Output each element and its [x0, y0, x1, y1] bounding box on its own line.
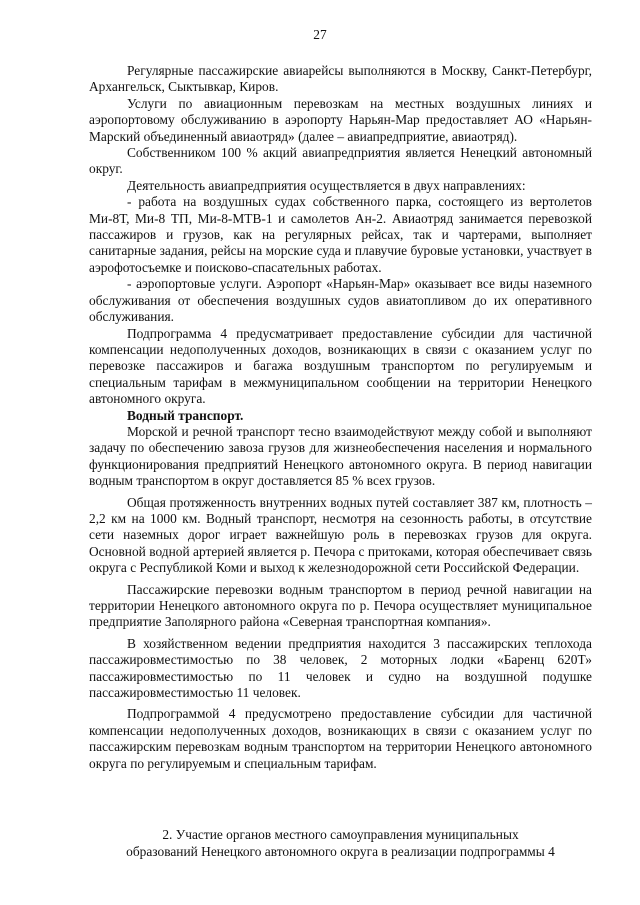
list-item: - работа на воздушных судах собственного парка, состоящего из вертолетов Ми-8Т, Ми-8 ТП, Ми-8-МТВ-1 и самолетов Ан-2. Авиаотряд занимается перевозкой пассажиров и грузов, как на регулярных рейсах, так и чартерами, выполняет санитарные задания, рейсы на морские суда и плавучие буровые установки, участвует в аэрофотосъемке и поисково-спасательных работах. — [89, 194, 592, 275]
page-number: 27 — [313, 27, 327, 42]
paragraph: Собственником 100 % акций авиапредприятия является Ненецкий автономный округ. — [89, 145, 592, 177]
paragraph: Морской и речной транспорт тесно взаимодействуют между собой и выполняют задачу по обеспечению завоза грузов для жизнеобеспечения населения и нормального функционирования предприятий Ненецкого автономного округа. В период навигации водным транспортом в округ доставляется 85 % всех грузов. — [89, 423, 592, 489]
paragraph: Подпрограмма 4 предусматривает предоставление субсидии для частичной компенсации недополученных доходов, возникающих в связи с оказанием услуг по перевозке пассажиров и багажа воздушным транспортом по регулируемым и специальным тарифам в межмуниципальном сообщении на территории Ненецкого автономного округа. — [89, 325, 592, 407]
document-body — [89, 63, 592, 772]
section-heading — [89, 826, 592, 860]
paragraph: Пассажирские перевозки водным транспортом в период речной навигации на территории Ненецкого автономного округа по р. Печора осуществляет муниципальное предприятие Заполярного района «Северная транспортная компания». — [89, 581, 592, 630]
list-item: - аэропортовые услуги. Аэропорт «Нарьян-Мар» оказывает все виды наземного обслуживания от обеспечения воздушных судов авиатопливом до их оперативного обслуживания. — [89, 276, 592, 325]
subsection-title: Водный транспорт. — [127, 407, 244, 423]
paragraph: Услуги по авиационным перевозкам на местных воздушных линиях и аэропортовому обслуживанию в аэропорту Нарьян-Мар предоставляет АО «Нарьян-Марский объединенный авиаотряд» (далее – авиапредприятие, авиаотряд). — [89, 95, 592, 144]
section-heading-line: 2. Участие органов местного самоуправления муниципальных — [162, 827, 519, 842]
paragraph: Общая протяженность внутренних водных путей составляет 387 км, плотность – 2,2 км на 1000 км. Водный транспорт, несмотря на сезонность работы, в отсутствие сети наземных дорог играет важнейшую роль в перевозках грузов для округа. Основной водной артерией является р. Печора с притоками, которая обеспечивает связь округа с Республикой Коми и выход к железнодорожной сети Российской Федерации. — [89, 494, 592, 576]
paragraph: Подпрограммой 4 предусмотрено предоставление субсидии для частичной компенсации недополученных доходов, возникающих в связи с оказанием услуг по пассажирским перевозкам водным транспортом на территории Ненецкого автономного округа по регулируемым и специальным тарифам. — [89, 706, 592, 771]
paragraph: Регулярные пассажирские авиарейсы выполняются в Москву, Санкт-Петербург, Архангельск, Сыктывкар, Киров. — [89, 63, 592, 95]
paragraph: Деятельность авиапредприятия осуществляется в двух направлениях: — [127, 177, 526, 193]
paragraph: В хозяйственном ведении предприятия находится 3 пассажирских теплохода пассажировместимостью по 38 человек, 2 моторных лодки «Баренц 620Т» пассажировместимостью по 11 человек и судно на воздушной подушке пассажировместимостью 11 человек. — [89, 635, 592, 701]
section-heading-line: образований Ненецкого автономного округа в реализации подпрограммы 4 — [126, 844, 555, 859]
